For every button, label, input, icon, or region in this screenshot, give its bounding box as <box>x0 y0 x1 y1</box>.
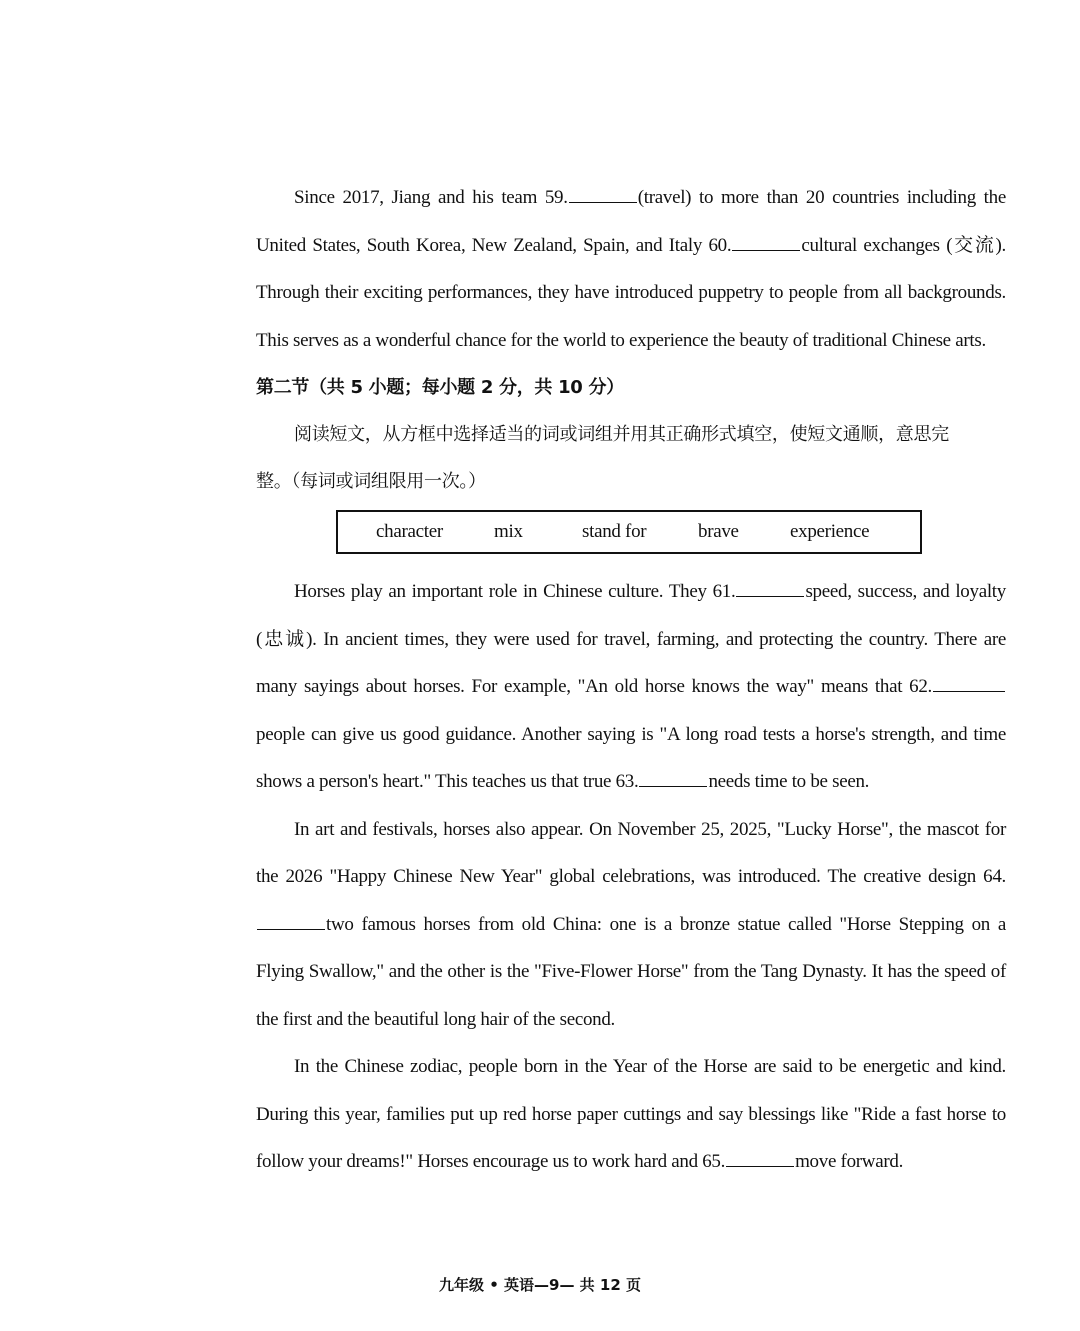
word-option: experience <box>790 521 870 542</box>
page-footer: 九年级 • 英语—9— 共 12 页 <box>438 1276 641 1294</box>
passage-b-paragraph-1 <box>256 568 1006 806</box>
section-heading: 第二节（共 5 小题；每小题 2 分，共 10 分） <box>256 377 624 398</box>
passage-a-text-2: (travel) to more than 20 countries including the United States, South Korea, New Zealand, Spain, and Italy 60. <box>256 187 1006 256</box>
passage-b-text-7: In the Chinese zodiac, people born in the Year of the Horse are said to be energetic and kind. During this year, families put up red horse paper cuttings and say blessings like "Ride a fast horse to follow your dreams!" Horses encourage us to work hard and 65. <box>256 1056 1006 1172</box>
exam-page <box>256 174 1006 1186</box>
passage-b-text-5: In art and festivals, horses also appear. On November 25, 2025, "Lucky Horse", the mascot for the 2026 "Happy Chinese New Year" global celebrations, was introduced. The creative design 64. <box>256 818 1006 887</box>
blank-63[interactable] <box>639 769 707 787</box>
passage-b-text-4: needs time to be seen. <box>708 771 870 792</box>
word-option: stand for <box>582 521 647 542</box>
blank-64[interactable] <box>257 912 325 930</box>
passage-a-paragraph <box>256 174 1006 364</box>
blank-61[interactable] <box>736 579 804 597</box>
passage-b-text-6: two famous horses from old China: one is a bronze statue called "Horse Stepping on a Flying Swallow," and the other is the "Five-Flower Horse" from the Tang Dynasty. It has the speed of the first and the beautiful long hair of the second. <box>256 913 1006 1030</box>
instruction-line-1: 阅读短文，从方框中选择适当的词或词组并用其正确形式填空，使短文通顺，意思完 <box>294 424 949 445</box>
instruction-line-2: 整。（每词或词组限用一次。） <box>256 471 486 492</box>
passage-b-paragraph-3 <box>256 1043 1006 1186</box>
blank-59[interactable] <box>569 185 637 203</box>
word-option: brave <box>698 521 739 542</box>
word-option: character <box>376 521 443 542</box>
passage-a-text-1: Since 2017, Jiang and his team 59. <box>294 187 568 208</box>
passage-b-text-3: people can give us good guidance. Another saying is "A long road tests a horse's strength, and time shows a person's heart." This teaches us that true 63. <box>256 723 1006 792</box>
word-box <box>336 510 922 554</box>
blank-60[interactable] <box>732 233 800 251</box>
passage-b-paragraph-2 <box>256 806 1006 1044</box>
passage-a-text-3: cultural exchanges (交流). Through their exciting performances, they have introduced puppetry to people from all backgrounds. This serves as a wonderful chance for the world to experience the beauty of traditional Chinese arts. <box>256 234 1006 351</box>
passage-b-text-1: Horses play an important role in Chinese culture. They 61. <box>294 581 736 602</box>
passage-b-text-8: move forward. <box>795 1151 904 1172</box>
blank-62[interactable] <box>933 674 1005 692</box>
passage-b-text-2: speed, success, and loyalty (忠诚). In ancient times, they were used for travel, farming, and protecting the country. There are many sayings about horses. For example, "An old horse knows the way" means that 62. <box>256 581 1006 697</box>
blank-65[interactable] <box>726 1149 794 1167</box>
word-option: mix <box>494 521 523 542</box>
